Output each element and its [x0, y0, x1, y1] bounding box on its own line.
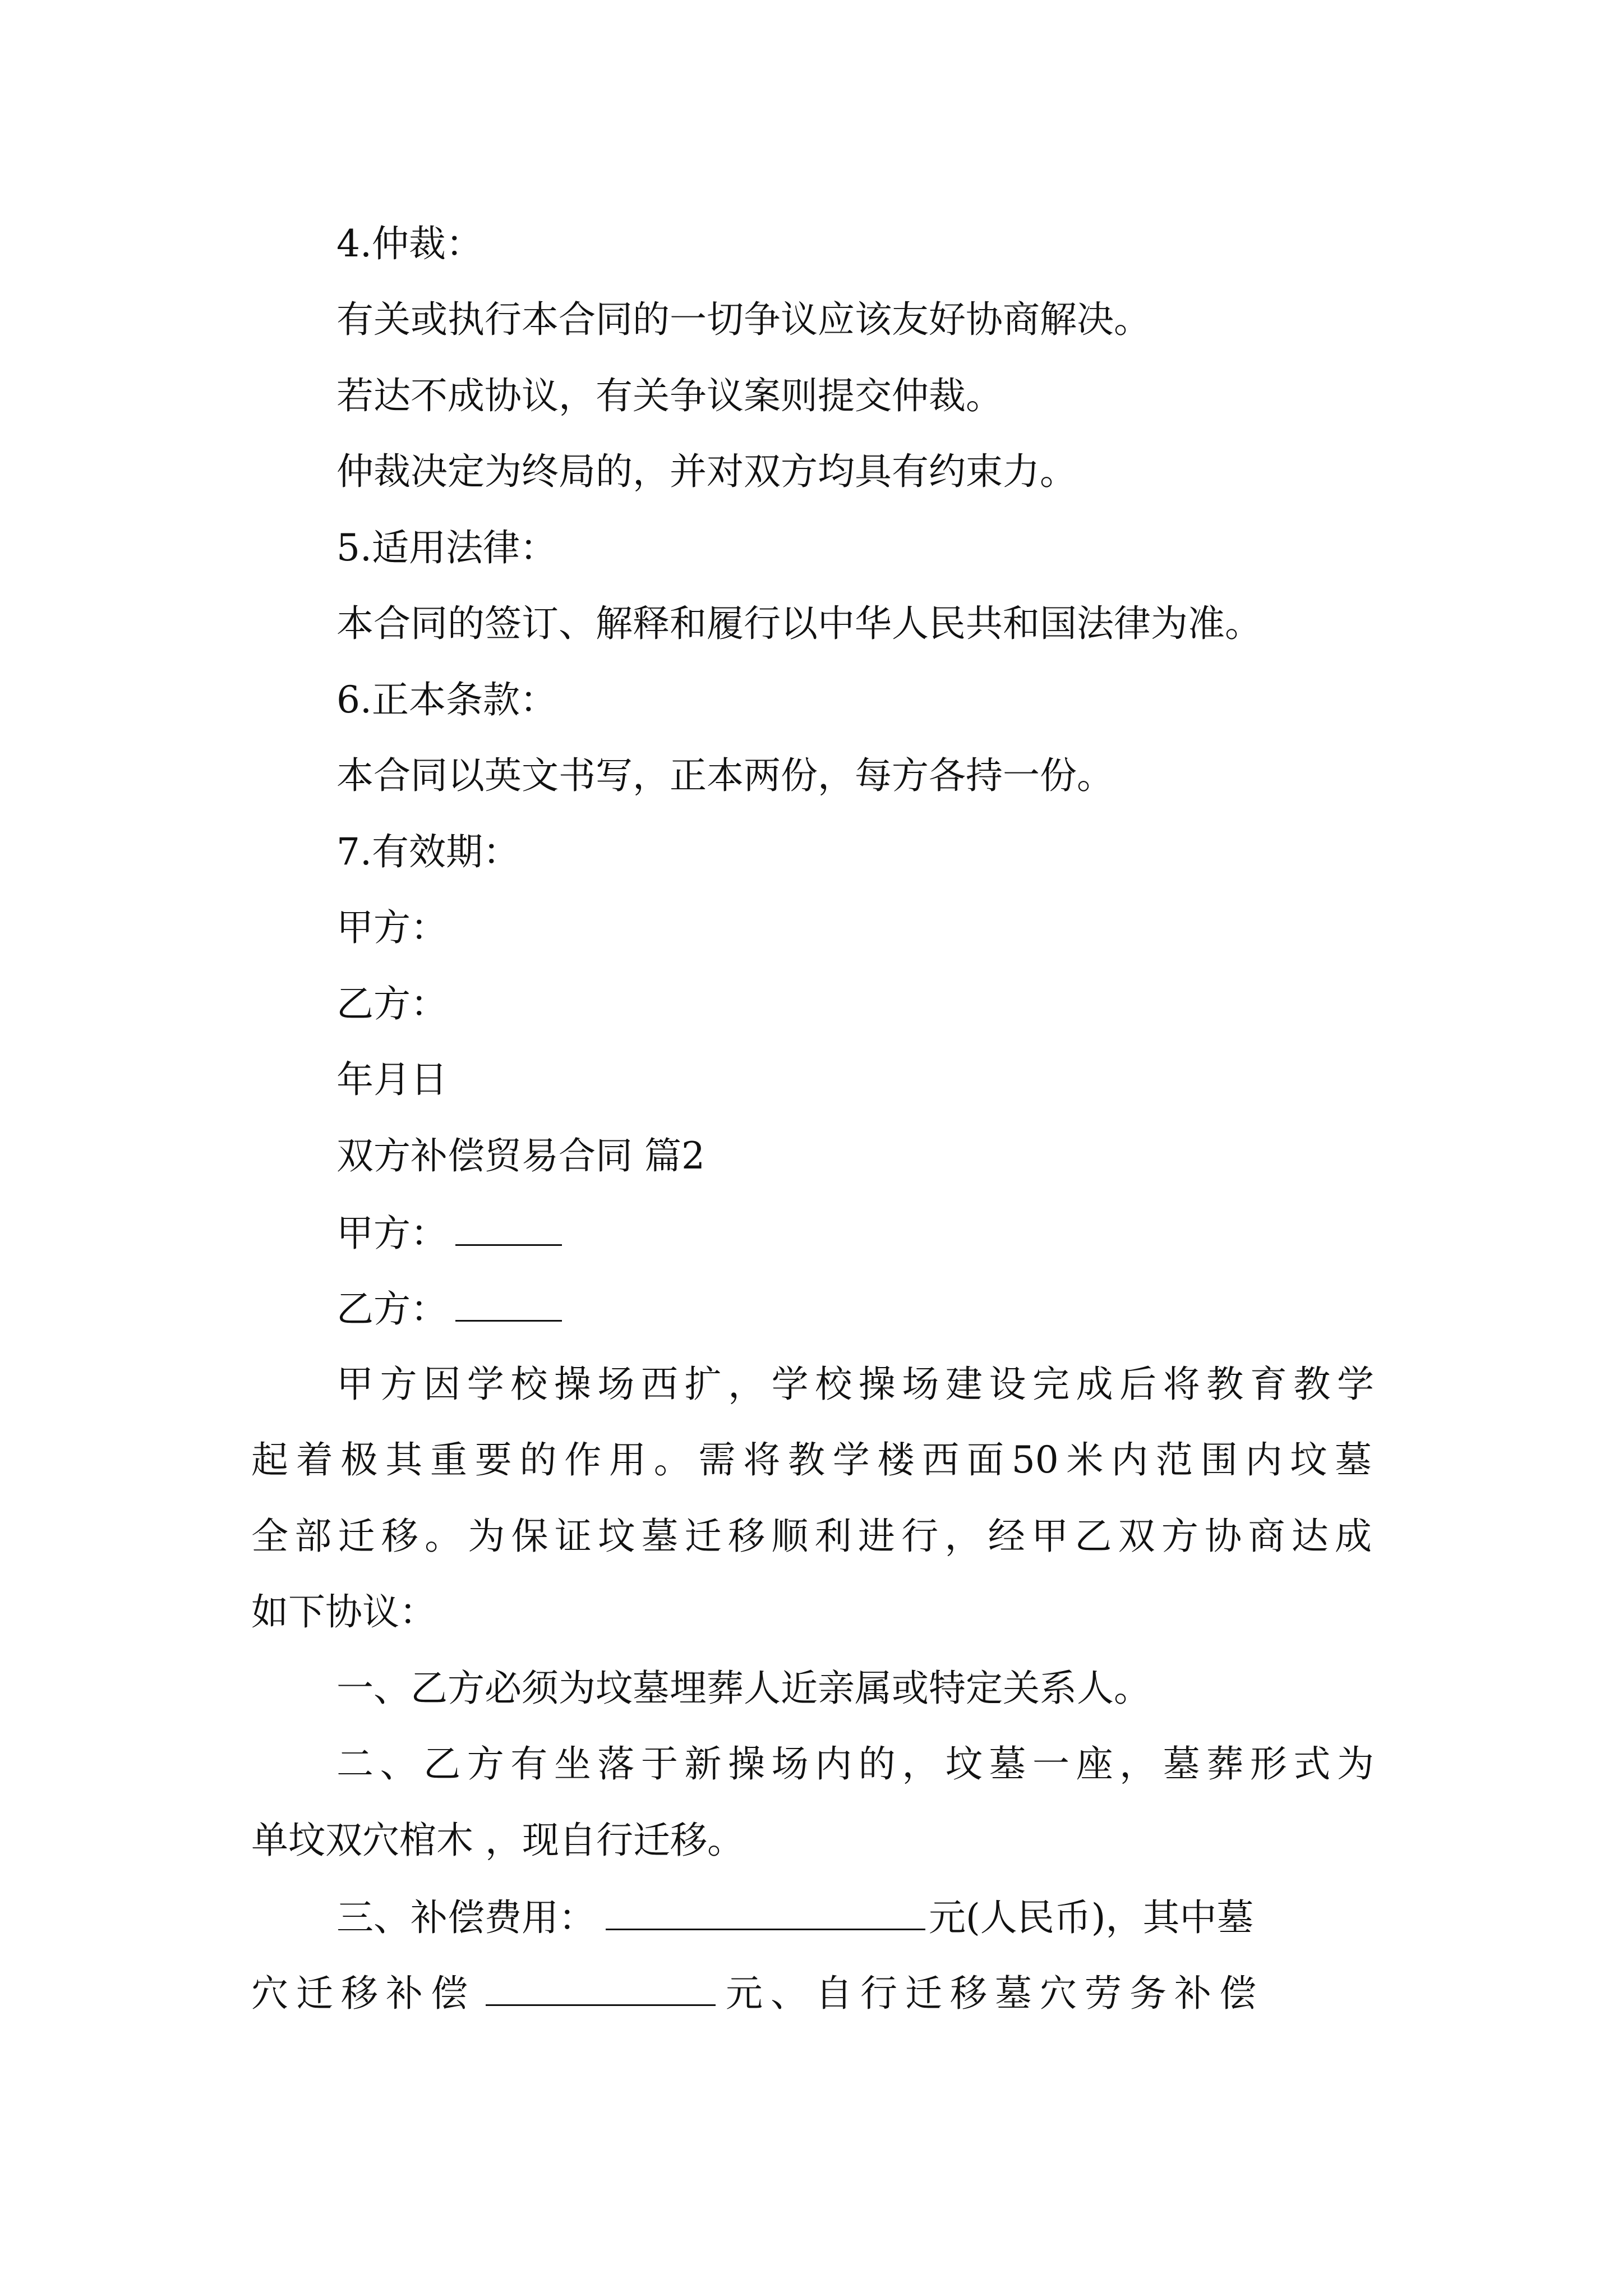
- signature-date: 年月日: [336, 1058, 448, 1101]
- clause-1: 一、乙方必须为坟墓埋葬人近亲属或特定关系人。: [336, 1667, 1151, 1710]
- contract-2-title: 双方补偿贸易合同 篇2: [336, 1134, 705, 1177]
- party-a-line: [336, 1212, 562, 1255]
- clause-3-text: 穴迁移补偿: [251, 1972, 476, 2015]
- text-line: 本合同的签订、解释和履行以中华人民共和国法律为准。: [336, 602, 1262, 645]
- intro-line: 如下协议：: [251, 1590, 436, 1634]
- party-a-label: 甲方：: [336, 1212, 448, 1255]
- clause-3-text: 元、自行迁移墓穴劳务补偿: [726, 1972, 1264, 2015]
- clause-3-line: [336, 1896, 1254, 1939]
- party-b-blank: [455, 1290, 562, 1322]
- text-line: 有关或执行本合同的一切争议应该友好协商解决。: [336, 298, 1151, 341]
- party-b-line: [336, 1287, 562, 1331]
- section-5-heading: 5.适用法律：: [336, 526, 557, 569]
- clause-3-text: 三、补偿费用：: [336, 1896, 596, 1939]
- text-line: 本合同以英文书写，正本两份，每方各持一份。: [336, 754, 1114, 797]
- section-6-heading: 6.正本条款：: [336, 678, 557, 721]
- text-line: 若达不成协议，有关争议案则提交仲裁。: [336, 374, 1003, 417]
- compensation-amount-blank: [606, 1898, 925, 1930]
- intro-line: 甲方因学校操场西扩，学校操场建设完成后将教育教学: [336, 1363, 1374, 1406]
- intro-line: 起着极其重要的作用。需将教学楼西面50米内范围内坟墓: [251, 1438, 1372, 1481]
- intro-line: 全部迁移。为保证坟墓迁移顺利进行，经甲乙双方协商达成: [251, 1515, 1372, 1558]
- clause-2-line: 二、乙方有坐落于新操场内的，坟墓一座，墓葬形式为: [336, 1742, 1374, 1786]
- clause-3-text: 元(人民币)，其中墓: [929, 1896, 1254, 1939]
- party-a-blank: [455, 1214, 562, 1246]
- party-b-label: 乙方：: [336, 1287, 448, 1331]
- relocation-amount-blank: [486, 1974, 716, 2006]
- clause-2-line: 单坟双穴棺木 ，现自行迁移。: [251, 1819, 744, 1862]
- signature-party-b: 乙方：: [336, 982, 448, 1025]
- clause-3-line: [251, 1972, 1264, 2015]
- section-7-heading: 7.有效期：: [336, 830, 520, 873]
- section-4-heading: 4.仲裁：: [336, 222, 483, 265]
- signature-party-a: 甲方：: [336, 906, 448, 949]
- text-line: 仲裁决定为终局的，并对双方均具有约束力。: [336, 450, 1077, 493]
